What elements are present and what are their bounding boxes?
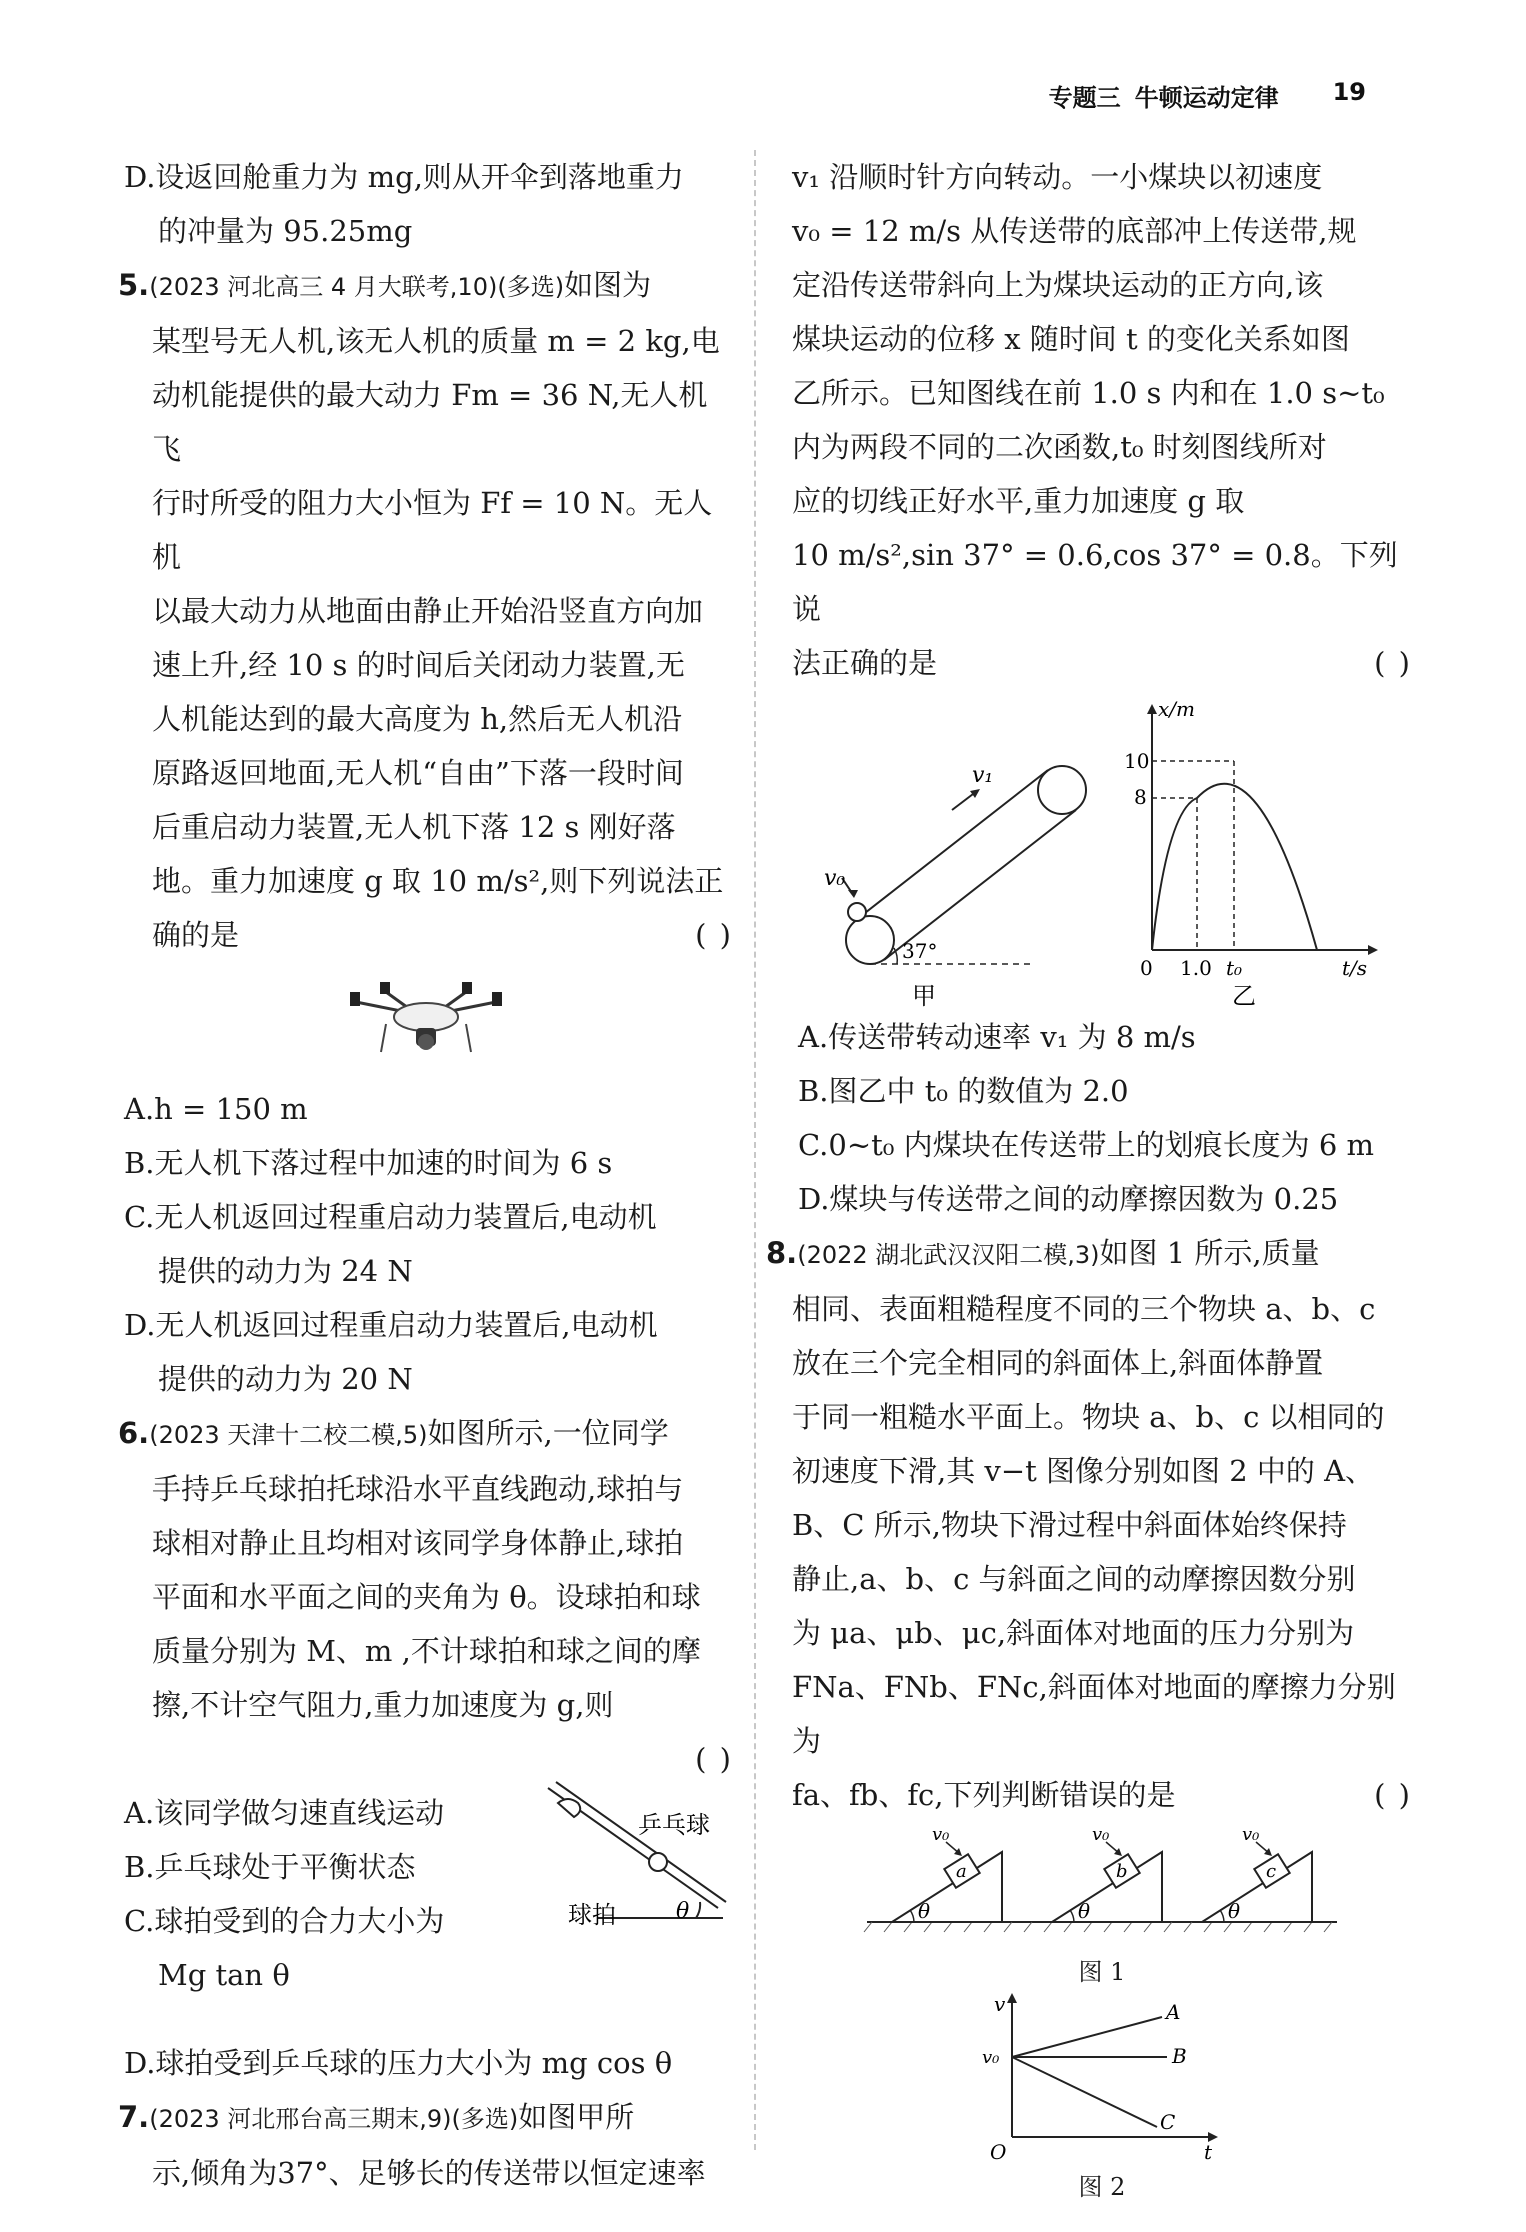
label-origin: 0 [1140,956,1153,980]
question-source: (2023 河北邢台高三期末,9)(多选) [149,2105,519,2133]
question-5: 5.(2023 河北高三 4 月大联考,10)(多选)如图为 某型号无人机,该无人机的质量 m = 2 kg,电 动机能提供的最大动力 Fm = 36 N,无人机飞 行时所受的阻力大小恒为 Ff = 10 N。无人机 以最大动力从地面由静止开始沿竖直方向加 速上升,经 10 s 的时间后关闭动力装置,无 人机能达到的最大高度为 h,然后无人机沿 原路返回地面,无人机“自由”下落一段时间 后重启动力装置,无人机下落 12 s 刚好落 地。重力加速度 g 取 10 m/s²,则下列说法正 确的是 ( ) A.h = 150 m B.无人机下落过程中加速的时间为 6 s C.无人机返回过程重启动力装置后,电动机 提供的动力为 24 N D.无人机返回过程重启动力装置后,电动机 提供的动力为 20 N [118,258,733,1406]
question-number: 7. [118,2100,150,2134]
label-v1: v₁ [972,763,994,788]
label-theta: θ [676,1899,690,1924]
label-A: A [1166,2000,1181,2024]
svg-text:v: v [994,1992,1006,2016]
question-source: (2023 河北高三 4 月大联考,10)(多选) [149,273,565,301]
q5-option-d: D.无人机返回过程重启动力装置后,电动机 提供的动力为 20 N [124,1308,658,1396]
q6-option-c-2: Mg tan θ [158,1958,290,1992]
q7-option-a: A.传送带转动速率 v₁ 为 8 m/s [798,1020,1196,1054]
question-6: 6.(2023 天津十二校二模,5)如图所示,一位同学 手持乒乓球拍托球沿水平直线跑动,球拍与 球相对静止且均相对该同学身体静止,球拍 平面和水平面之间的夹角为 θ。设球拍和球 质量分别为 M、m ,不计球拍和球之间的摩 擦,不计空气阻力,重力加速度为 g,则 ( ) A.该同学做匀速直线运动 B.乒乓球处于平衡状态 C.球拍受到的合力大小为 Mg tan θ 乒乓球 球拍 θ D.球拍受到乒乓球的压力大小为 mg cos θ [118,1406,733,2090]
answer-paren: ( ) [695,918,733,952]
answer-paren: ( ) [1374,1778,1412,1812]
label-yi: 乙 [1232,982,1256,1010]
question-7: 7.(2023 河北邢台高三期末,9)(多选)如图甲所 示,倾角为37°、足够长的传送带以恒定速率 [118,2100,706,2190]
figure-2-vt-graph [972,1987,1232,2167]
svg-text:v₀: v₀ [932,1824,950,1845]
q7-option-d: D.煤块与传送带之间的动摩擦因数为 0.25 [798,1182,1339,1216]
label-angle: 37° [902,939,938,963]
question-7-continued: v₁ 沿顺时针方向转动。一小煤块以初速度 v₀ = 12 m/s 从传送带的底部冲上传送带,规 定沿传送带斜向上为煤块运动的正方向,该 煤块运动的位移 x 随时间 t 的变化关系如图 乙所示。已知图线在前 1.0 s 内和在 1.0 s~t₀ 内为两段不同的二次函数,t₀ 时刻图线所对 应的切线正好水平,重力加速度 g 取 10 m/s²,sin 37° = 0.6,cos 37° = 0.8。下列说 法正确的是 ( ) v₀ v₁ 37° 甲 x/m 10 8 0 1.0 t₀ t/s 乙 A.传送带转动速率 v₁ 为 8 m/s B.图乙中 t₀ 的数值为 2.0 C.0~t₀ 内煤块在传送带上的划痕长度为 6 m D.煤块与传送带之间的动摩擦因数为 0.25 [792,150,1412,1226]
label-b: b [1116,1861,1128,1882]
right-column [766,150,1412,2202]
svg-text:t: t [1204,2140,1213,2164]
label-x1: 1.0 [1180,956,1212,980]
label-ball: 乒乓球 [638,1811,710,1839]
q6-option-a: A.该同学做匀速直线运动 [124,1796,445,1830]
figure-2-caption: 图 2 [1078,2173,1126,2201]
label-c: c [1266,1861,1277,1882]
label-ylabel: x/m [1158,697,1195,721]
racket-figure [538,1778,738,1948]
svg-text:θ: θ [1078,1899,1091,1923]
left-column [118,150,733,2200]
page-header [1049,78,1366,113]
question-number: 6. [118,1416,150,1450]
question-source: (2022 湖北武汉汉阳二模,3) [797,1241,1100,1269]
label-y8: 8 [1134,785,1147,809]
question-8: 8.(2022 湖北武汉汉阳二模,3)如图 1 所示,质量 相同、表面粗糙程度不同的三个物块 a、b、c 放在三个完全相同的斜面体上,斜面体静置 于同一粗糙水平面上。物块 a、b、c 以相同的 初速度下滑,其 v−t 图像分别如图 2 中的 A、 B、C 所示,物块下滑过程中斜面体始终保持 静止,a、b、c 与斜面之间的动摩擦因数分别 为 μa、μb、μc,斜面体对地面的压力分别为 FNa、FNb、FNc,斜面体对地面的摩擦力分别为 fa、fb、fc,下列判断错误的是 ( ) θ a v₀ θ b v₀ θ c v₀ 图 1 v v₀ O t A B C 图 2 [766,1236,1412,2201]
q6-option-d: D.球拍受到乒乓球的压力大小为 mg cos θ [124,2046,673,2080]
svg-text:θ: θ [1228,1899,1241,1923]
svg-text:v₀: v₀ [1092,1824,1110,1845]
label-B: B [1172,2044,1187,2068]
label-v0: v₀ [824,866,846,891]
page-number: 19 [1332,78,1366,106]
q7-option-b: B.图乙中 t₀ 的数值为 2.0 [798,1074,1129,1108]
svg-text:v₀: v₀ [1242,1824,1260,1845]
svg-text:θ: θ [918,1899,931,1923]
q7-option-c: C.0~t₀ 内煤块在传送带上的划痕长度为 6 m [798,1128,1375,1162]
label-y10: 10 [1124,749,1150,773]
q4-option-d: D.设返回舱重力为 mg,则从开伞到落地重力 的冲量为 95.25mg [124,160,684,248]
question-source: (2023 天津十二校二模,5) [149,1421,428,1449]
label-C: C [1160,2110,1176,2134]
q5-option-b: B.无人机下落过程中加速的时间为 6 s [124,1146,613,1180]
figure-1-caption: 图 1 [1078,1958,1126,1986]
answer-paren: ( ) [1374,646,1412,680]
figure-jia [824,763,1086,1010]
drone-figure [326,962,526,1082]
figure-yi [1124,697,1378,1010]
svg-text:v₀: v₀ [982,2047,1000,2068]
answer-paren: ( ) [695,1742,733,1776]
label-xlabel: t/s [1342,956,1368,980]
q5-option-a: A.h = 150 m [124,1092,308,1126]
section-label: 专题三 [1048,84,1121,112]
conveyor-figures [802,690,1402,1010]
column-divider [754,150,756,2150]
label-jia: 甲 [912,982,936,1010]
svg-text:O: O [990,2140,1007,2164]
question-number: 5. [118,268,150,302]
q5-option-c: C.无人机返回过程重启动力装置后,电动机 提供的动力为 24 N [124,1200,657,1288]
q6-option-c-1: C.球拍受到的合力大小为 [124,1904,445,1938]
q6-option-b: B.乒乓球处于平衡状态 [124,1850,416,1884]
label-t0: t₀ [1226,956,1243,980]
question-number: 8. [766,1236,798,1270]
label-a: a [956,1861,967,1882]
figure-1-inclines [862,1822,1342,1952]
chapter-title: 牛顿运动定律 [1134,84,1279,112]
label-racket: 球拍 [568,1901,616,1929]
